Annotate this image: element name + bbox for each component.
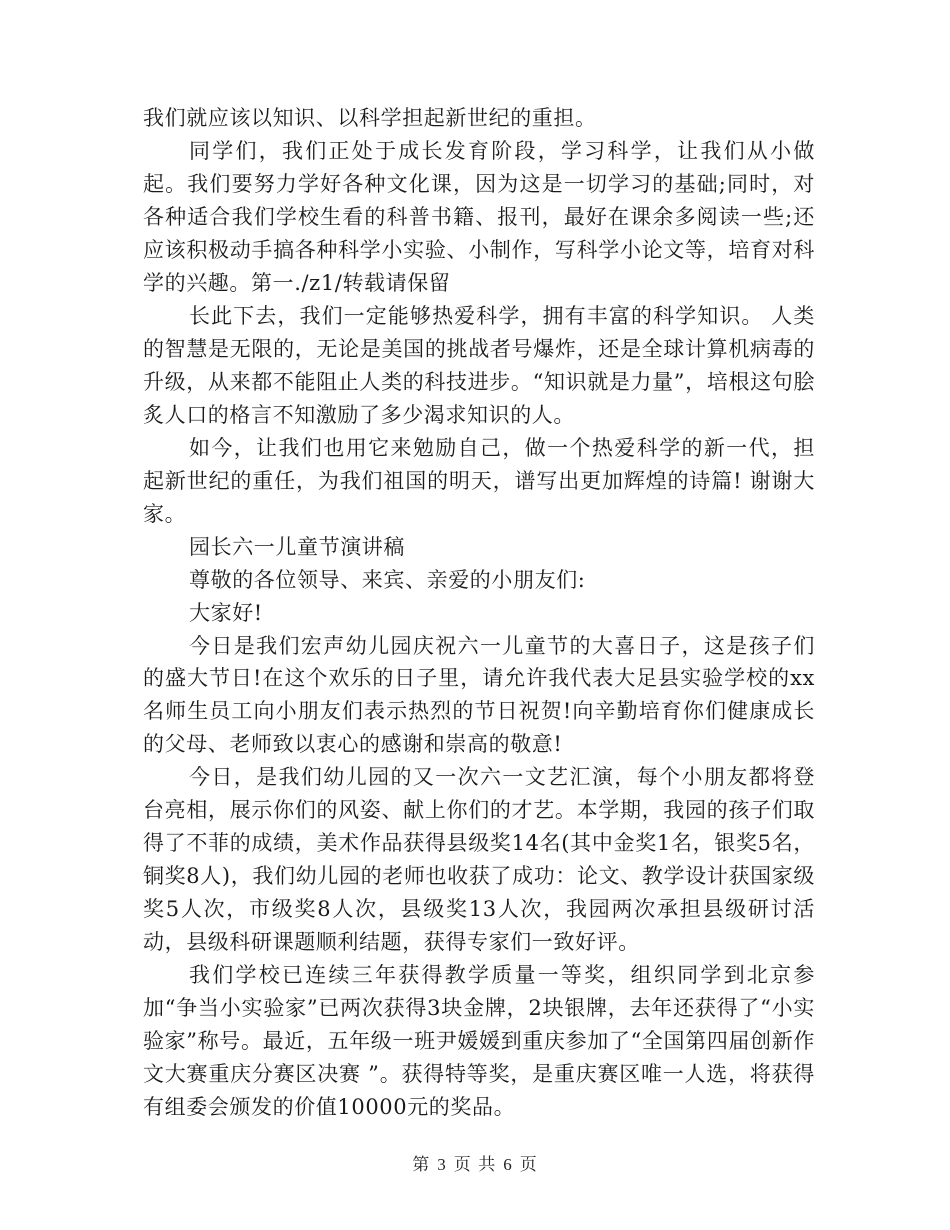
paragraph: 我们学校已连续三年获得教学质量一等奖，组织同学到北京参加“争当小实验家”已两次获得3块金牌，2块银牌，去年还获得了“小实验家”称号。最近，五年级一班尹媛媛到重庆参加了“全国第四届创新作文大赛重庆分赛区决赛 ”。获得特等奖，是重庆赛区唯一人选，将获得有组委会颁发的价值10000元的奖品。 bbox=[143, 963, 815, 1120]
paragraph: 长此下去，我们一定能够热爱科学，拥有丰富的科学知识。 人类的智慧是无限的，无论是美国的挑战者号爆炸，还是全球计算机病毒的升级，从来都不能阻止人类的科技进步。“知识就是力量”，培根这句脍炙人口的格言不知激励了多少渴求知识的人。 bbox=[143, 303, 815, 427]
page-footer bbox=[0, 1150, 950, 1175]
footer-suffix: 页 bbox=[519, 1155, 538, 1175]
paragraph: 今日是我们宏声幼儿园庆祝六一儿童节的大喜日子，这是孩子们的盛大节日!在这个欢乐的日子里，请允许我代表大足县实验学校的xx名师生员工向小朋友们表示热烈的节日祝贺!向辛勤培育你们健康成长的父母、老师致以衷心的感谢和崇高的敬意! bbox=[143, 633, 815, 757]
footer-middle: 页 共 bbox=[453, 1155, 497, 1175]
page-number: 3 bbox=[437, 1155, 447, 1174]
paragraph: 同学们，我们正处于成长发育阶段，学习科学，让我们从小做起。我们要努力学好各种文化课，因为这是一切学习的基础;同时，对各种适合我们学校生看的科普书籍、报刊，最好在课余多阅读一些;还应该积极动手搞各种科学小实验、小制作，写科学小论文等，培育对科学的兴趣。第一./z1/转载请保留 bbox=[143, 138, 815, 295]
document-body bbox=[143, 102, 815, 1124]
section-title: 园长六一儿童节演讲稿 bbox=[189, 534, 405, 559]
greeting: 大家好! bbox=[189, 600, 263, 625]
page-total: 6 bbox=[503, 1155, 513, 1174]
paragraph: 今日，是我们幼儿园的又一次六一文艺汇演，每个小朋友都将登台亮相，展示你们的风姿、献上你们的才艺。本学期，我园的孩子们取得了不菲的成绩，美术作品获得县级奖14名(其中金奖1名，银奖5名，铜奖8人)，我们幼儿园的老师也收获了成功：论文、教学设计获国家级奖5人次，市级奖8人次，县级奖13人次，我园两次承担县级研讨活动，县级科研课题顺利结题，获得专家们一致好评。 bbox=[143, 765, 815, 955]
paragraph: 如今，让我们也用它来勉励自己，做一个热爱科学的新一代，担起新世纪的重任，为我们祖国的明天，谱写出更加辉煌的诗篇! 谢谢大家。 bbox=[143, 435, 815, 526]
salutation: 尊敬的各位领导、来宾、亲爱的小朋友们: bbox=[189, 567, 586, 592]
paragraph: 我们就应该以知识、以科学担起新世纪的重担。 bbox=[143, 106, 597, 130]
footer-prefix: 第 bbox=[412, 1155, 431, 1175]
